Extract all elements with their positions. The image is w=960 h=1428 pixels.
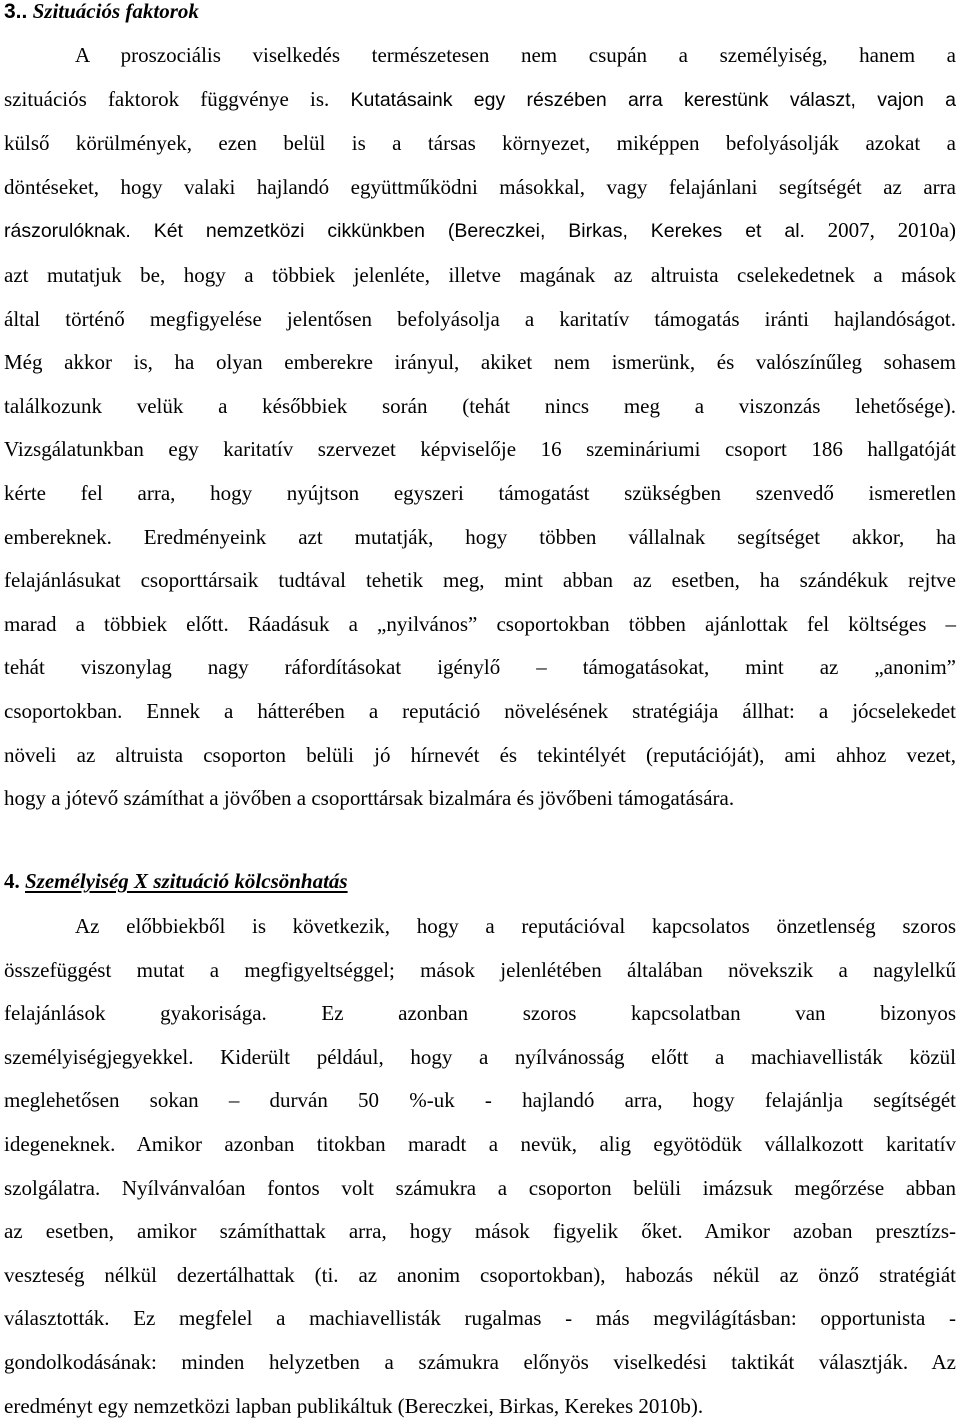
paragraph-line: marad a többiek előtt. Ráadásuk a „nyilvános” csoportokban többen ajánlottak fel költséges – [4, 611, 956, 636]
section-4-paragraph [4, 905, 956, 1428]
paragraph-line: veszteség nélkül dezertálhattak (ti. az anonim csoportokban), habozás nékül az önző stratégiát [4, 1262, 956, 1287]
section-3-paragraph [4, 34, 956, 821]
paragraph-line: felajánlásukat csoporttársaik tudtával tehetik meg, mint abban az esetben, ha szándékuk rejtve [4, 568, 956, 593]
paragraph-line: A proszociális viselkedés természetesen nem csupán a személyiség, hanem a [75, 43, 956, 67]
paragraph-line: döntéseket, hogy valaki hajlandó együttműködni másokkal, vagy felajánlani segítségét az arra [4, 174, 956, 199]
paragraph-line: rászorulóknak. Két nemzetközi cikkünkben (Bereczkei, Birkas, Kerekes et al. 2007, 2010a) [4, 218, 956, 243]
section-4-heading [4, 869, 348, 894]
paragraph-line: az esetben, amikor számíthattak arra, hogy mások figyelik őket. Amikor azoban presztízs- [4, 1219, 956, 1244]
paragraph-line: szolgálatra. Nyílvánvalóan fontos volt számukra a csoporton belüli imázsuk megőrzése abban [4, 1175, 956, 1200]
paragraph-line: szituációs faktorok függvénye is. Kutatásaink egy részében arra kerestünk választ, vajon a [4, 86, 957, 111]
section-3-heading [4, 0, 199, 24]
paragraph-line: találkozunk velük a későbbiek során (tehát nincs meg a viszonzás lehetősége). [4, 393, 956, 418]
paragraph-line: csoportokban. Ennek a hátterében a reputáció növelésének stratégiája állhat: a jócselekedet [4, 698, 956, 723]
paragraph-line: hogy a jótevő számíthat a jövőben a csoporttársak bizalmára és jövőbeni támogatására. [4, 786, 735, 811]
paragraph-line: felajánlások gyakorisága. Ez azonban szoros kapcsolatban van bizonyos [4, 1001, 956, 1026]
paragraph-line: idegeneknek. Amikor azonban titokban maradt a nevük, alig egyötödük vállalkozott karitatív [4, 1131, 956, 1156]
paragraph-line: Vizsgálatunkban egy karitatív szervezet képviselője 16 szemináriumi csoport 186 hallgatóját [4, 437, 956, 462]
paragraph-line: választották. Ez megfelel a machiavellisták rugalmas - más megvilágításban: opportunista - [4, 1306, 956, 1331]
paragraph-line: eredményt egy nemzetközi lapban publikáltuk (Bereczkei, Birkas, Kerekes 2010b). [4, 1393, 704, 1418]
paragraph-line: Az előbbiekből is következik, hogy a reputációval kapcsolatos önzetlenség szoros [75, 914, 956, 938]
paragraph-line: által történő megfigyelése jelentősen befolyásolja a karitatív támogatás iránti hajlandóságot. [4, 306, 956, 331]
paragraph-line: meglehetősen sokan – durván 50 %-uk - hajlandó arra, hogy felajánlja segítségét [4, 1088, 956, 1113]
paragraph-line: tehát viszonylag nagy ráfordításokat igénylő – támogatásokat, mint az „anonim” [4, 655, 956, 680]
paragraph-line: összefüggést mutat a megfigyeltséggel; mások jelenlétében általában növekszik a nagylelkű [4, 957, 956, 982]
section-4-number: 4. [4, 869, 20, 893]
paragraph-line: kérte fel arra, hogy nyújtson egyszeri támogatást szükségben szenvedő ismeretlen [4, 480, 956, 505]
paragraph-line: Még akkor is, ha olyan emberekre irányul, akiket nem ismerünk, és valószínűleg sohasem [4, 350, 956, 375]
paragraph-line: külső körülmények, ezen belül is a társas környezet, miképpen befolyásolják azokat a [4, 131, 956, 156]
paragraph-line: azt mutatjuk be, hogy a többiek jelenléte, illetve magának az altruista cselekedetnek a mások [4, 262, 956, 287]
section-3-title: Szituációs faktorok [32, 0, 199, 23]
paragraph-line: növeli az altruista csoporton belüli jó hírnevét és tekintélyét (reputációját), ami ahhoz vezet, [4, 742, 956, 767]
paragraph-line: személyiségjegyekkel. Kiderült például, hogy a nyílvánosság előtt a machiavellisták közül [4, 1044, 956, 1069]
paragraph-line: embereknek. Eredményeink azt mutatják, hogy többen vállalnak segítséget akkor, ha [4, 524, 956, 549]
section-4-title: Személyiség X szituáció kölcsönhatás [25, 869, 348, 893]
section-3-number: 3.. [4, 0, 28, 23]
paragraph-line: gondolkodásának: minden helyzetben a számukra előnyös viselkedési taktikát választják. Az [4, 1349, 956, 1374]
